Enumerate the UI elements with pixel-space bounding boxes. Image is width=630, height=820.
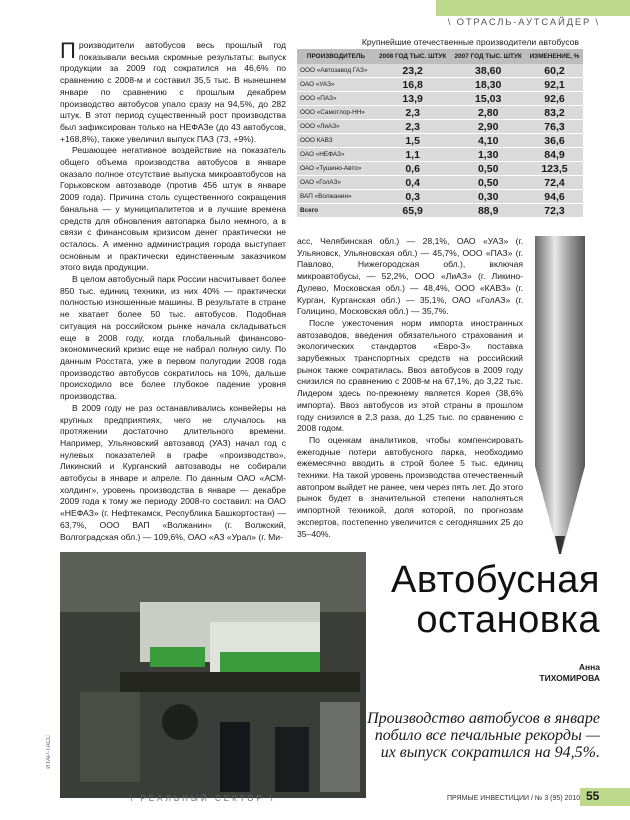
headline: [391, 560, 600, 640]
table-total-row: [297, 204, 583, 218]
bus-factory-photo: [60, 552, 366, 798]
table-cell: ОАО «УАЗ»: [297, 78, 375, 92]
table-header: 2008 ГОД ТЫС. ШТУК: [375, 49, 451, 64]
table-row: [297, 78, 583, 92]
table-cell: 0,6: [375, 162, 451, 176]
body-paragraph: После ужесточения норм импорта иностранных автозаводов, введения обязательного страхования и экологических стандартов «Евро-3» поставка зарубежных транспортных средств на российский рынок также сократилась. Ввоз автобусов в 2009 году снизился по сравнению с 2008-м на 67,1%, до 3,22 тыс. Лидером здесь по-прежнему является Корея (38,6% импорта). Ввоз автобусов из этой страны в прошлом году снизился в 2,3 раза, до 1,25 тыс. по сравнению с 2008 годом.: [297, 317, 523, 434]
table-cell: 38,60: [450, 64, 526, 78]
table-cell: 94,6: [526, 190, 583, 204]
table-cell: 0,30: [450, 190, 526, 204]
table-cell: Всего: [297, 204, 375, 218]
photo-credit: ИТАР-ТАСС: [46, 735, 52, 769]
table-cell: 92,1: [526, 78, 583, 92]
author-last-name: ТИХОМИРОВА: [539, 673, 600, 683]
table-cell: 72,4: [526, 176, 583, 190]
producers-table-box: [297, 36, 583, 218]
table-cell: 0,50: [450, 162, 526, 176]
table-cell: ОАО «ГолАЗ»: [297, 176, 375, 190]
pencil-illustration: [527, 236, 593, 556]
table-header: ПРОИЗВОДИТЕЛЬ: [297, 49, 375, 64]
table-caption: Крупнейшие отечественные производители автобусов: [297, 36, 583, 49]
body-paragraph: Решающее негативное воздействие на показатель общего объема производства автобусов в январе оказало полное отсутствие выпуска микроавтобусов на Горьковском автозаводе (против 456 штук в январе 2009 года). Причина столь существенного сокращения банальна — у муниципалитетов и в лучшие времена средств для обновления автопарка было немного, а в связи с финансовым кризисом денег практически не осталось. А именно администрация города выступает основным и практически единственным заказчиком этого вида продукции.: [60, 145, 286, 273]
author-first-name: Анна: [578, 662, 600, 672]
table-cell: 65,9: [375, 204, 451, 218]
table-cell: 83,2: [526, 106, 583, 120]
lead-text: Производство автобусов в январе побило все печальные рекорды — их выпуск сократился на 94,5%.: [367, 710, 600, 761]
article-column-2: [297, 236, 523, 540]
table-cell: 72,3: [526, 204, 583, 218]
table-row: [297, 162, 583, 176]
table-cell: 2,90: [450, 120, 526, 134]
table-row: [297, 64, 583, 78]
table-cell: ООО «ЛиАЗ»: [297, 120, 375, 134]
intro-paragraph: Производители автобусов весь прошлый год показывали весьма скромные результаты: выпуск продукции за 2009 год сократился на 46,6% по сравнению с 2008-м и составил 35,5 тыс. В нынешнем январе по сравнению с прошлым декабрем производство автобусов упало сразу на 94,5%, до 282 штук. В этот период существенный рост производства был зафиксирован только на НЕФАЗе (до 43 автобусов, +168,8%), также увеличил выпуск ПАЗ (73, +9%).: [60, 38, 286, 144]
table-cell: ООО «Самотлор-НН»: [297, 106, 375, 120]
table-cell: 0,50: [450, 176, 526, 190]
table-cell: ООО «Автозавод ГАЗ»: [297, 64, 375, 78]
footer-section: \ РЕАЛЬНЫЙ СЕКТОР \: [130, 794, 276, 803]
table-cell: 60,2: [526, 64, 583, 78]
table-cell: 76,3: [526, 120, 583, 134]
table-cell: ООО КАВЗ: [297, 134, 375, 148]
table-cell: ОАО «НЕФАЗ»: [297, 148, 375, 162]
table-cell: 92,6: [526, 92, 583, 106]
table-row: [297, 106, 583, 120]
page-number: 55: [586, 789, 600, 803]
table-cell: 13,9: [375, 92, 451, 106]
table-cell: 16,8: [375, 78, 451, 92]
body-paragraph: По оценкам аналитиков, чтобы компенсировать ежегодные потери автобусного парка, необходимо ежемесячно вводить в строй более 5 тыс. единиц техники. На такой уровень производства отечественный автопром выйдет не ранее, чем через пять лет. До этого рынок будет в значительной степени наполняться импортной техникой, доля которой, по прогнозам экспертов, постепенно увеличится с сегодняшних 25 до 35–40%.: [297, 434, 523, 539]
table-cell: 15,03: [450, 92, 526, 106]
table-header: ИЗМЕНЕНИЕ, %: [526, 49, 583, 64]
author-byline: [539, 662, 600, 684]
body-paragraph: В целом автобусный парк России насчитывает более 850 тыс. единиц техники, из них 40% — практически полностью изношенные машины. В результате в стране не хватает более 50 тыс. автобусов. Подобная ситуация на российском рынке начала складываться еще в 2008 году, когда глобальный финансово-экономический кризис еще не набрал полную силу. По данным Росстата, уже в первом полугодии 2008 года производство автобусов сократилось на 10%, дальше происходило все более глубокое падение уровня производства.: [60, 274, 286, 402]
table-cell: 0,4: [375, 176, 451, 190]
table-cell: 84,9: [526, 148, 583, 162]
table-row: [297, 176, 583, 190]
table-cell: 0,3: [375, 190, 451, 204]
table-row: [297, 134, 583, 148]
table-cell: 88,9: [450, 204, 526, 218]
top-accent-bar: [436, 0, 630, 16]
table-row: [297, 190, 583, 204]
table-cell: 1,30: [450, 148, 526, 162]
body-paragraph: В 2009 году не раз останавливались конвейеры на крупных предприятиях, чего не случалось на протяжении достаточно длительного времени. Например, Ульяновский автозавод (УАЗ) начал год с нулевых показателей в графе «производство», Ликинский и Курганский автозаводы не собирали автобусы в январе и апреле. По данным ОАО «АСМ-холдинг», уровень производства в январе — декабре 2009 года к тому же периоду 2008-го составил: на ОАО «НЕФАЗ» (г. Нефтекамск, Республика Башкортостан) — 63,7%, ООО ВАП «Волжанин» (г. Волжский, Волгоградская обл.) — 109,6%, ОАО «АЗ «Урал» (г. Ми-: [60, 402, 286, 542]
table-cell: 1,1: [375, 148, 451, 162]
table-row: [297, 120, 583, 134]
table-cell: 18,30: [450, 78, 526, 92]
producers-table: [297, 49, 583, 218]
drop-cap: П: [60, 38, 76, 63]
table-header: 2007 ГОД ТЫС. ШТУК: [450, 49, 526, 64]
table-cell: ВАП «Волжанин»: [297, 190, 375, 204]
headline-line: остановка: [416, 599, 600, 641]
table-row: [297, 148, 583, 162]
footer-magazine: ПРЯМЫЕ ИНВЕСТИЦИИ / № 3 (95) 2010: [447, 795, 581, 802]
table-cell: 36,6: [526, 134, 583, 148]
table-cell: 1,5: [375, 134, 451, 148]
table-row: [297, 92, 583, 106]
headline-line: Автобусная: [390, 559, 600, 601]
table-cell: 4,10: [450, 134, 526, 148]
article-column-1: [60, 40, 286, 543]
section-tag: \ ОТРАСЛЬ-АУТСАЙДЕР \: [447, 17, 600, 28]
table-cell: ОАО «Тушино-Авто»: [297, 162, 375, 176]
table-cell: 2,3: [375, 106, 451, 120]
table-cell: ООО «ПАЗ»: [297, 92, 375, 106]
table-header-row: [297, 49, 583, 64]
table-cell: 23,2: [375, 64, 451, 78]
table-cell: 2,3: [375, 120, 451, 134]
table-cell: 123,5: [526, 162, 583, 176]
table-cell: 2,80: [450, 106, 526, 120]
body-paragraph: асс, Челябинская обл.) — 28,1%, ОАО «УАЗ» (г. Ульяновск, Ульяновская обл.) — 45,7%, ООО «ПАЗ» (г. Павлово, Нижегородская обл.), включая микроавтобусы, — 52,2%, ООО «ЛиАЗ» (г. Ликино-Дулево, Московская обл.) — 48,4%, ООО «КАВЗ» (г. Курган, Курганская обл.) — 35,1%, ОАО «ГолАЗ» (г. Голицино, Московская обл.) — 35,7%.: [297, 236, 523, 317]
